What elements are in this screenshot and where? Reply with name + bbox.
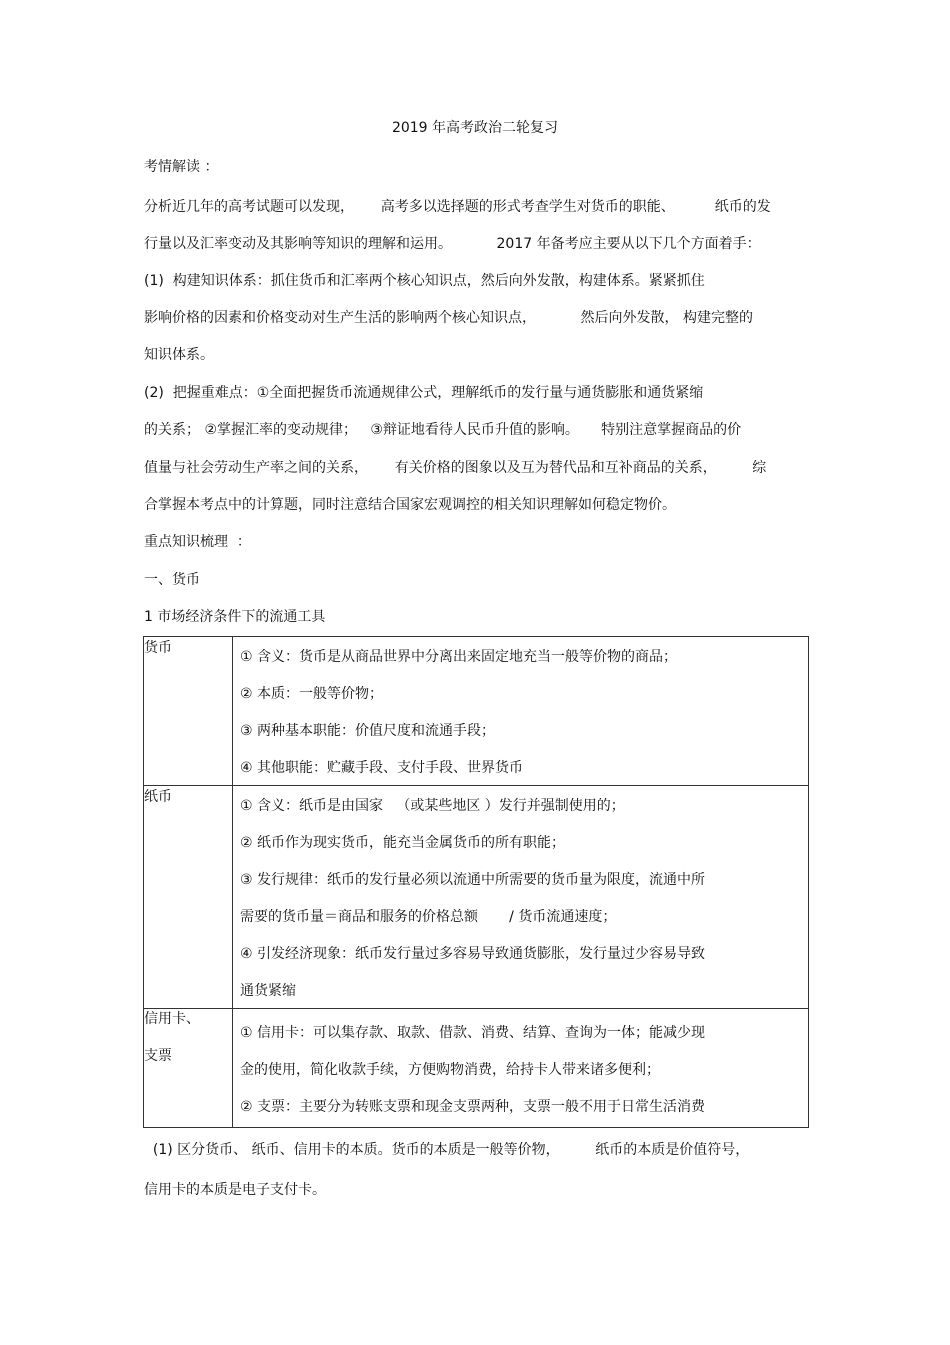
cell-line: ① 信用卡：可以集存款、取款、借款、消费、结算、查询为一体；能减少现 — [240, 1025, 705, 1041]
row-label: 货币 — [144, 637, 233, 786]
note-line: 信用卡的本质是电子支付卡。 — [144, 1182, 326, 1198]
paragraph-line: 值量与社会劳动生产率之间的关系， 有关价格的图象以及互为替代品和互补商品的关系， 综 — [144, 460, 767, 476]
paragraph-line: (2) 把握重难点：①全面把握货币流通规律公式，理解纸币的发行量与通货膨胀和通货紧缩 — [144, 385, 704, 401]
cell-line: ④ 其他职能：贮藏手段、支付手段、世界货币 — [240, 760, 523, 776]
cell-line: ③ 两种基本职能：价值尺度和流通手段； — [240, 723, 495, 739]
cell-line: 通货紧缩 — [240, 983, 296, 999]
table-row — [144, 1009, 809, 1128]
cell-line: ① 含义：货币是从商品世界中分离出来固定地充当一般等价物的商品； — [240, 649, 677, 665]
cell-line: ③ 发行规律：纸币的发行量必须以流通中所需要的货币量为限度，流通中所 — [240, 872, 705, 888]
paragraph-line: 行量以及汇率变动及其影响等知识的理解和运用。 2017 年备考应主要从以下几个方面着手： — [144, 236, 761, 252]
section-heading: 一、货币 — [144, 572, 200, 588]
row-label-line: 支票 — [144, 1048, 172, 1064]
cell-line: ① 含义：纸币是由国家 （或某些地区 ）发行并强制使用的； — [240, 798, 625, 814]
row-label: 纸币 — [144, 786, 233, 1009]
table-row — [144, 637, 809, 786]
subsection-heading: 1 市场经济条件下的流通工具 — [144, 609, 326, 625]
paragraph-line: (1) 构建知识体系：抓住货币和汇率两个核心知识点，然后向外发散，构建体系。紧紧抓住 — [144, 273, 705, 289]
row-content — [233, 786, 809, 1009]
cell-line: ② 本质：一般等价物； — [240, 686, 384, 702]
cell-line: ④ 引发经济现象：纸币发行量过多容易导致通货膨胀，发行量过少容易导致 — [240, 946, 705, 962]
page-title: 2019 年高考政治二轮复习 — [391, 120, 559, 136]
paragraph-line: 分析近几年的高考试题可以发现， 高考多以选择题的形式考查学生对货币的职能、 纸币的发 — [144, 199, 771, 215]
cell-line: 需要的货币量＝商品和服务的价格总额 / 货币流通速度； — [240, 909, 617, 925]
paragraph-line: 知识体系。 — [144, 347, 214, 363]
cell-line: ② 支票：主要分为转账支票和现金支票两种，支票一般不用于日常生活消费 — [240, 1099, 705, 1115]
paragraph-line: 影响价格的因素和价格变动对生产生活的影响两个核心知识点， 然后向外发散， 构建完整的 — [144, 310, 753, 326]
note-line: (1) 区分货币、 纸币、信用卡的本质。货币的本质是一般等价物， 纸币的本质是价值符号， — [144, 1142, 750, 1158]
key-points-heading: 重点知识梳理 ： — [144, 534, 251, 550]
paragraph-line: 的关系； ②掌握汇率的变动规律； ③辩证地看待人民币升值的影响。 特别注意掌握商品的价 — [144, 422, 742, 438]
row-label-line: 信用卡、 — [144, 1011, 200, 1027]
cell-line: 金的使用，简化收款手续，方便购物消费，给持卡人带来诸多便利； — [240, 1062, 660, 1078]
exam-analysis-heading: 考情解读 ： — [144, 159, 219, 175]
row-label — [144, 1009, 233, 1128]
currency-tools-table — [143, 636, 809, 1128]
table-row — [144, 786, 809, 1009]
row-content — [233, 637, 809, 786]
row-content — [233, 1009, 809, 1128]
cell-line: ② 纸币作为现实货币，能充当金属货币的所有职能； — [240, 835, 565, 851]
paragraph-line: 合掌握本考点中的计算题，同时注意结合国家宏观调控的相关知识理解如何稳定物价。 — [144, 497, 676, 513]
